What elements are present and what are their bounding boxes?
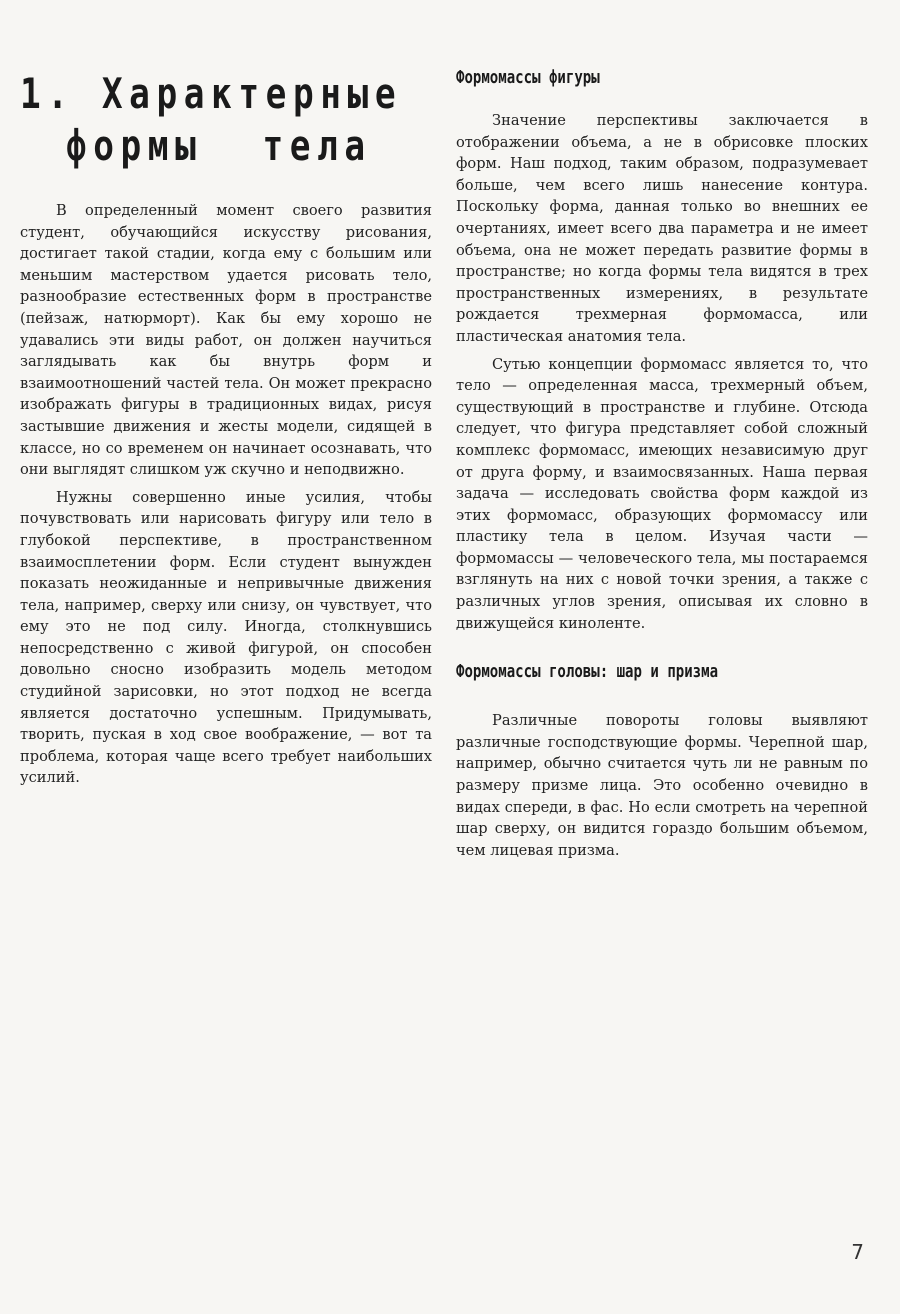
left-paragraph-2: Нужны совершенно иные усилия, чтобы почувствовать или нарисовать фигуру или тело в глубокой перспективе, в пространственном взаимосплетении форм. Если студент вынужден показать неожиданные и непривычные движения тела, например, сверху или снизу, он чувствует, что ему это не под силу. Иногда, столкнувшись непосредственно с живой фигурой, он способен довольно сносно изобразить модель методом студийной зарисовки, но этот подход не всегда является достаточно успешным. Придумывать, творить, пуская в ход свое воображение, — вот та проблема, которая чаще всего требует наибольших усилий. [20,488,432,787]
left-paragraph-1: В определенный момент своего развития студент, обучающийся искусству рисования, достигает такой стадии, когда ему с большим или меньшим мастерством удается рисовать тело, разнообразие естественных форм в пространстве (пейзаж, натюрморт). Как бы ему хорошо не удавались эти виды работ, он должен научиться заглядывать как бы внутрь форм и взаимоотношений частей тела. Он может прекрасно изображать фигуры в традиционных видах, рисуя застывшие движения и жесты модели, сидящей в классе, но со временем он начинает осознавать, что они выглядят слишком уж скучно и неподвижно. [20,202,432,479]
section-heading-figure: Формомассы фигуры [456,67,600,88]
right-paragraph-2: Сутью концепции формомасс является то, что тело — определенная масса, трехмерный объем, существующий в пространстве и глубине. Отсюда следует, что фигура представляет собой сложный комплекс формомасс, имеющих независимую друг от друга форму, и взаимосвязанных. Наша первая задача — исследовать свойства форм каждой из этих формомасс, образующих формомассу или пластику тела в целом. Изучая части — формомассы — человеческого тела, мы постараемся взглянуть на них с новой точки зрения, а также с различных углов зрения, описывая их словно в движущейся киноленте. [456,355,868,632]
chapter-title-line-1: 1. Характерные [20,69,403,118]
chapter-title-line-2: формы тела [65,121,372,170]
section-head-formmasses [456,660,868,861]
left-column [20,68,432,789]
chapter-title [20,68,422,172]
section-heading-head: Формомассы головы: шар и призма [456,661,719,683]
right-paragraph-3: Различные повороты головы выявляют различные господствующие формы. Черепной шар, например, обычно считается чуть ли не равным по размеру призме лица. Это особенно очевидно в видах спереди, в фас. Но если смотреть на черепной шар сверху, он видится гораздо большим объемом, чем лицевая призма. [456,712,868,859]
right-paragraph-1: Значение перспективы заключается в отображении объема, а не в обрисовке плоских форм. Наш подход, таким образом, подразумевает больше, чем всего лишь нанесение контура. Поскольку форма, данная только во внешних ее очертаниях, имеет всего два параметра и не имеет объема, она не может передать развитие формы в пространстве; но когда формы тела видятся в трех пространственных измерениях, в результате рождается трехмерная формомасса, или пластическая анатомия тела. [456,112,868,345]
section-figure-formmasses [456,66,868,634]
right-column [456,66,868,861]
page-number: 7 [851,1240,864,1264]
